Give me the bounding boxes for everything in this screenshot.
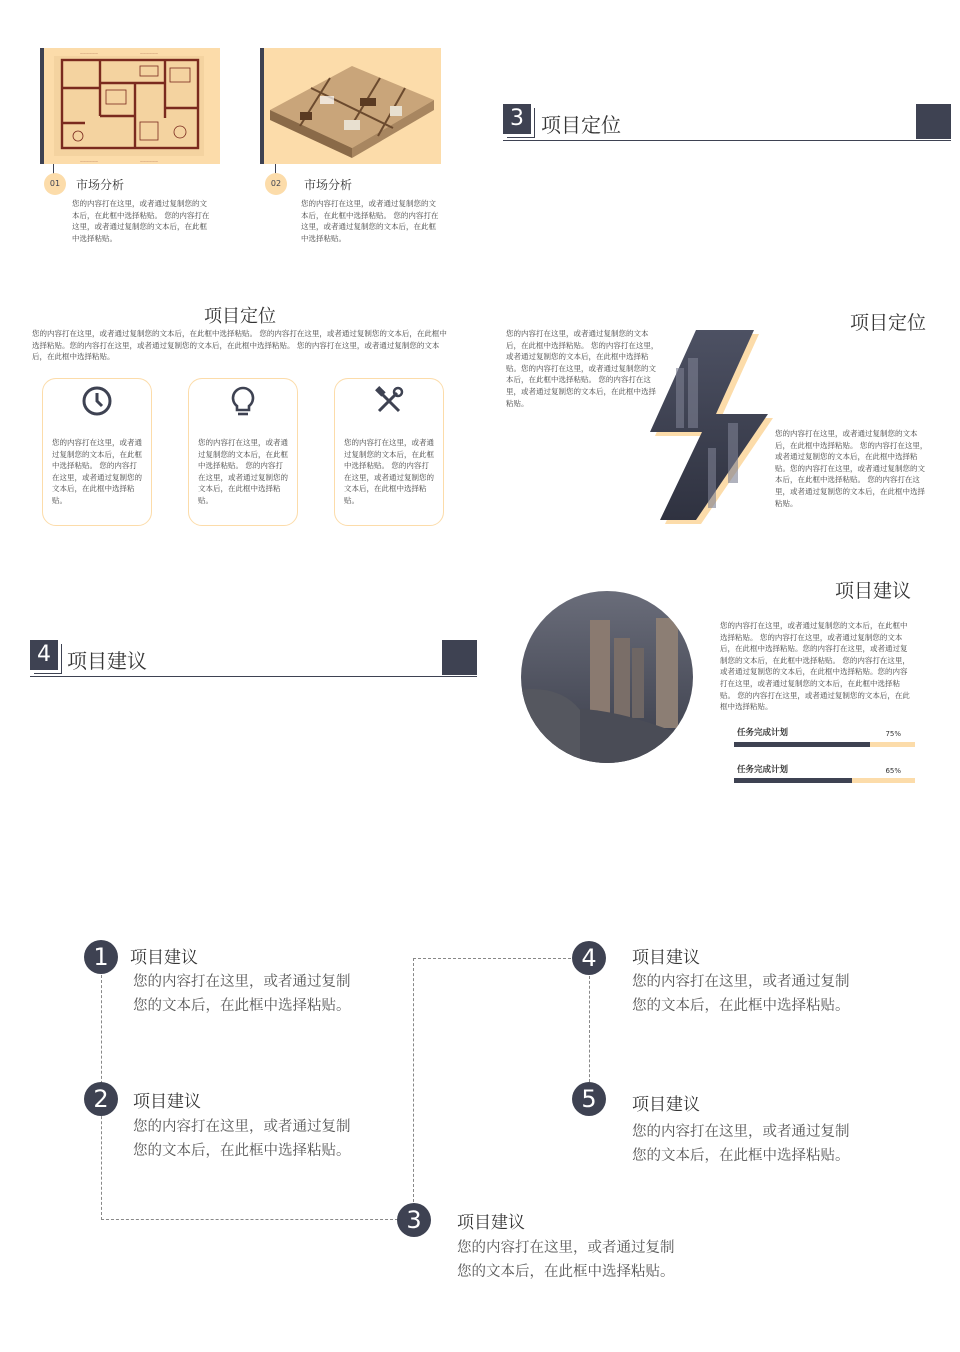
timeline-title-1: 项目建议 <box>130 948 198 968</box>
progress-item-2 <box>734 763 915 785</box>
timeline-step-4: 4 <box>572 941 606 975</box>
positioning2-right-body: 您的内容打在这里，或者通过复制您的文本后，在此框中选择粘贴。 您的内容打在这里，或者通过复制您的文本后，在此框中选择粘贴。您的内容打在这里，或者通过复制您的文本后，在此框中选择粘贴。 您的内容打在这里，或者通过复制您的文本后，在此框中选择粘贴。 <box>775 429 928 508</box>
section-title-3: 项目定位 <box>541 113 621 137</box>
timeline-title-4: 项目建议 <box>632 948 700 968</box>
suggestion-title: 项目建议 <box>835 580 912 602</box>
building-photo-circle <box>520 590 694 764</box>
section-4-header <box>30 640 477 677</box>
badge-02: 02 <box>265 173 287 195</box>
card-1 <box>42 378 152 526</box>
market-title-1: 市场分析 <box>76 178 125 192</box>
progress-label-1: 任务完成计划 <box>737 728 789 738</box>
timeline-step-5: 5 <box>572 1082 606 1116</box>
timeline-title-5: 项目建议 <box>632 1095 700 1115</box>
tools-icon <box>373 385 405 417</box>
card-3 <box>334 378 444 526</box>
svg-text:——————: —————— <box>80 51 98 55</box>
positioning-intro: 您的内容打在这里，或者通过复制您的文本后，在此框中选择粘贴。 您的内容打在这里，或者通过复制您的文本后，在此框中选择粘贴。您的内容打在这里，或者通过复制您的文本后，在此框中选择粘贴。 您的内容打在这里，或者通过复制您的文本后，在此框中选择粘贴。 <box>32 329 447 362</box>
timeline-body-2: 您的内容打在这里，或者通过复制 您的文本后，在此框中选择粘贴。 <box>133 1119 351 1159</box>
section-title-4: 项目建议 <box>67 649 147 673</box>
suggestion-body: 您的内容打在这里，或者通过复制您的文本后，在此框中选择粘贴。 您的内容打在这里，或者通过复制您的文本后，在此框中选择粘贴。您的内容打在这里，或者通过复制您的文本后，在此框中选择粘贴。 您的内容打在这里，或者通过复制您的文本后，在此框中选择粘贴。您的内容打在这里，或者通过复制您的文本后，在此框中选择粘贴。 您的内容打在这里，或者通过复制您的文本后，在此框中选择粘贴。 <box>720 621 910 712</box>
svg-text:——————: —————— <box>140 51 158 55</box>
progress-value-1: 75% <box>885 730 901 738</box>
3d-floorplan-image <box>260 48 441 164</box>
market-title-2: 市场分析 <box>304 178 353 192</box>
timeline-body-1: 您的内容打在这里，或者通过复制 您的文本后，在此框中选择粘贴。 <box>133 974 351 1014</box>
section-3-block <box>916 104 951 139</box>
timeline-body-4: 您的内容打在这里，或者通过复制 您的文本后，在此框中选择粘贴。 <box>632 974 850 1014</box>
positioning2-left-body: 您的内容打在这里，或者通过复制您的文本后，在此框中选择粘贴。 您的内容打在这里，或者通过复制您的文本后，在此框中选择粘贴。您的内容打在这里，或者通过复制您的文本后，在此框中选择粘贴。 您的内容打在这里，或者通过复制您的文本后，在此框中选择粘贴。 <box>506 329 659 408</box>
section-4-block <box>442 640 477 675</box>
lightbulb-icon <box>227 385 259 417</box>
progress-fill-1 <box>734 742 870 747</box>
timeline-title-2: 项目建议 <box>133 1092 201 1112</box>
badge-01: 01 <box>44 173 66 195</box>
card-3-body: 您的内容打在这里，或者通过复制您的文本后，在此框中选择粘贴。 您的内容打在这里，或者通过复制您的文本后，在此框中选择粘贴。 <box>344 438 434 505</box>
section-number-4: 4 <box>30 640 58 670</box>
section-3-header <box>503 104 951 141</box>
progress-item-1 <box>734 726 915 748</box>
progress-value-2: 65% <box>885 767 901 775</box>
card-2 <box>188 378 298 526</box>
section-number-3: 3 <box>503 104 531 134</box>
svg-text:——————: —————— <box>140 159 158 163</box>
card-1-body: 您的内容打在这里，或者通过复制您的文本后，在此框中选择粘贴。 您的内容打在这里，或者通过复制您的文本后，在此框中选择粘贴。 <box>52 438 142 505</box>
lightning-city-image <box>648 328 773 524</box>
market-body-1: 您的内容打在这里，或者通过复制您的文本后，在此框中选择粘贴。 您的内容打在这里，或者通过复制您的文本后，在此框中选择粘贴。 <box>72 199 210 243</box>
svg-text:——————: —————— <box>80 159 98 163</box>
market-body-2: 您的内容打在这里，或者通过复制您的文本后，在此框中选择粘贴。 您的内容打在这里，或者通过复制您的文本后，在此框中选择粘贴。 <box>301 199 439 243</box>
floorplan-image <box>40 48 220 164</box>
timeline-step-1: 1 <box>84 940 118 974</box>
positioning2-title: 项目定位 <box>850 312 927 334</box>
card-2-body: 您的内容打在这里，或者通过复制您的文本后，在此框中选择粘贴。 您的内容打在这里，或者通过复制您的文本后，在此框中选择粘贴。 <box>198 438 288 505</box>
timeline-step-2: 2 <box>84 1082 118 1116</box>
clock-icon <box>81 385 113 417</box>
progress-fill-2 <box>734 778 852 783</box>
positioning-title: 项目定位 <box>204 306 276 327</box>
timeline-title-3: 项目建议 <box>457 1213 525 1233</box>
timeline-body-5: 您的内容打在这里，或者通过复制 您的文本后，在此框中选择粘贴。 <box>632 1124 850 1164</box>
timeline-body-3: 您的内容打在这里，或者通过复制 您的文本后，在此框中选择粘贴。 <box>457 1240 675 1280</box>
timeline-step-3: 3 <box>397 1203 431 1237</box>
progress-label-2: 任务完成计划 <box>737 765 789 775</box>
